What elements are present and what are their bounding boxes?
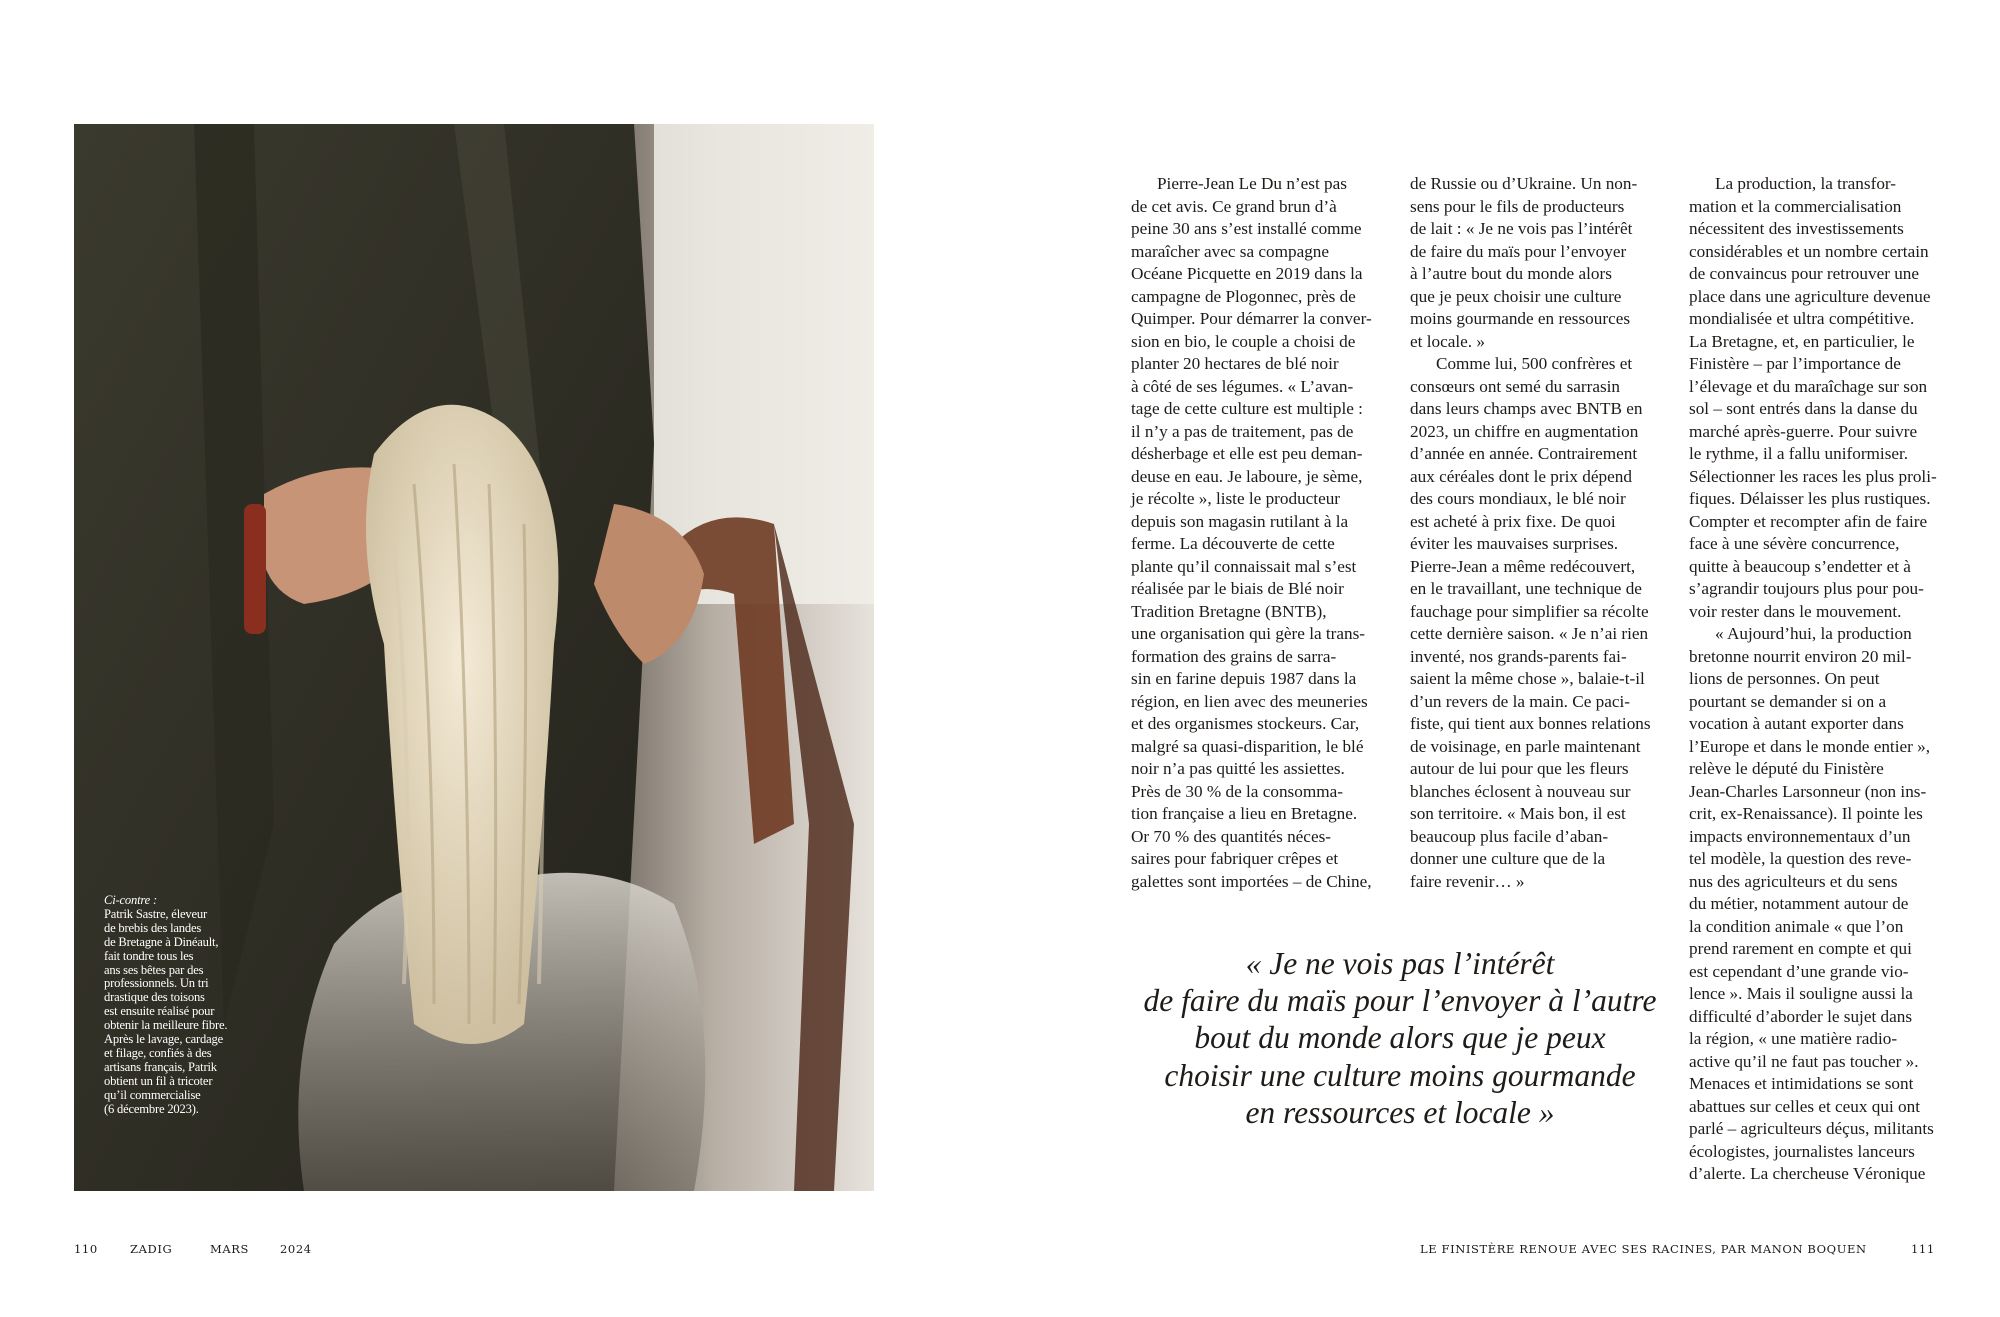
text-line: saires pour fabriquer crêpes et bbox=[1131, 849, 1339, 868]
text-line: peine 30 ans s’est installé comme bbox=[1131, 219, 1362, 238]
text-line: Or 70 % des quantités néces- bbox=[1131, 826, 1331, 846]
footer-year: 2024 bbox=[280, 1242, 312, 1256]
text-line: fiste, qui tient aux bonnes relations bbox=[1410, 714, 1651, 733]
text-line: fauchage pour simplifier sa récolte bbox=[1410, 601, 1649, 621]
text-line: écologistes, journalistes lanceurs bbox=[1689, 1141, 1915, 1161]
text-line: parlé – agriculteurs déçus, militants bbox=[1689, 1119, 1934, 1138]
footer-page-number-right: 111 bbox=[1911, 1242, 1935, 1256]
text-line: l’élevage et du maraîchage sur son bbox=[1689, 376, 1928, 396]
text-line: lence ». Mais il souligne aussi la bbox=[1689, 984, 1913, 1003]
text-line: d’alerte. La chercheuse Véronique bbox=[1689, 1164, 1926, 1183]
text-line: une organisation qui gère la trans- bbox=[1131, 624, 1366, 643]
text-line: désherbage et elle est peu deman- bbox=[1131, 444, 1363, 463]
text-line: malgré sa quasi-disparition, le blé bbox=[1131, 736, 1364, 756]
text-line: est cependant d’une grande vio- bbox=[1689, 961, 1909, 981]
caption-body bbox=[104, 908, 274, 1117]
text-line: deuse en eau. Je laboure, je sème, bbox=[1131, 466, 1363, 486]
text-line: vocation à autant exporter dans bbox=[1689, 714, 1904, 733]
text-line: est acheté à prix fixe. De quoi bbox=[1410, 511, 1616, 531]
caption-line: Patrik Sastre, éleveur bbox=[104, 906, 207, 921]
text-line: aux céréales dont le prix dépend bbox=[1410, 466, 1632, 486]
text-line: mondialisée et ultra compétitive. bbox=[1689, 309, 1915, 328]
text-line: saient la même chose », balaie-t-il bbox=[1410, 669, 1645, 688]
text-line: La Bretagne, et, en particulier, le bbox=[1689, 331, 1915, 351]
text-line: mation et la commercialisation bbox=[1689, 196, 1902, 216]
text-line: 2023, un chiffre en augmentation bbox=[1410, 421, 1639, 441]
pull-quote-line: en ressources et locale » bbox=[1245, 1094, 1555, 1130]
text-line: inventé, nos grands-parents fai- bbox=[1410, 646, 1627, 666]
text-column-1 bbox=[1131, 173, 1395, 893]
text-line: planter 20 hectares de blé noir bbox=[1131, 354, 1339, 373]
text-line: fiques. Délaisser les plus rustiques. bbox=[1689, 489, 1931, 508]
text-column-2 bbox=[1410, 173, 1674, 893]
caption-line: et filage, confiés à des bbox=[104, 1045, 212, 1060]
text-line: cette dernière saison. « Je n’ai rien bbox=[1410, 624, 1649, 643]
text-line: le rythme, il a fallu uniformiser. bbox=[1689, 444, 1909, 463]
caption-line: obtient un fil à tricoter bbox=[104, 1073, 213, 1088]
text-line: noir n’a pas quitté les assiettes. bbox=[1131, 759, 1345, 778]
text-line: moins gourmande en ressources bbox=[1410, 309, 1631, 328]
footer-month: MARS bbox=[210, 1242, 250, 1256]
footer-page-number-left: 110 bbox=[74, 1242, 98, 1256]
text-line: donner une culture que de la bbox=[1410, 849, 1606, 868]
caption-line: ans ses bêtes par des bbox=[104, 962, 204, 977]
text-line: active qu’il ne faut pas toucher ». bbox=[1689, 1051, 1919, 1071]
caption-line: de Bretagne à Dinéault, bbox=[104, 934, 219, 949]
text-line: face à une sévère concurrence, bbox=[1689, 534, 1900, 553]
pull-quote-line: bout du monde alors que je peux bbox=[1194, 1020, 1606, 1056]
text-line: éviter les mauvaises surprises. bbox=[1410, 534, 1619, 553]
text-line: place dans une agriculture devenue bbox=[1689, 286, 1931, 306]
caption-line: obtenir la meilleure fibre. bbox=[104, 1018, 228, 1033]
caption-line: professionnels. Un tri bbox=[104, 976, 209, 991]
text-line: Finistère – par l’importance de bbox=[1689, 354, 1901, 373]
text-line: son territoire. « Mais bon, il est bbox=[1410, 804, 1626, 823]
text-line: depuis son magasin rutilant à la bbox=[1131, 511, 1349, 531]
text-line: consœurs ont semé du sarrasin bbox=[1410, 376, 1621, 396]
text-line: à côté de ses légumes. « L’avan- bbox=[1131, 376, 1354, 396]
text-line: Comme lui, 500 confrères et bbox=[1436, 354, 1633, 373]
caption-lead: Ci-contre : bbox=[104, 893, 157, 907]
text-line: galettes sont importées – de Chine, bbox=[1131, 871, 1372, 891]
text-line: de voisinage, en parle maintenant bbox=[1410, 736, 1641, 756]
text-line: tel modèle, la question des reve- bbox=[1689, 849, 1912, 868]
text-line: relève le député du Finistère bbox=[1689, 759, 1884, 778]
text-line: autour de lui pour que les fleurs bbox=[1410, 759, 1629, 778]
text-line: nécessitent des investissements bbox=[1689, 219, 1904, 238]
text-line: difficulté d’aborder le sujet dans bbox=[1689, 1006, 1913, 1026]
text-line: quitte à beaucoup s’endetter et à bbox=[1689, 556, 1911, 576]
text-line: dans leurs champs avec BNTB en bbox=[1410, 399, 1643, 418]
text-line: campagne de Plogonnec, près de bbox=[1131, 286, 1356, 306]
text-line: à l’autre bout du monde alors bbox=[1410, 264, 1612, 283]
text-line: maraîcher avec sa compagne bbox=[1131, 241, 1330, 261]
caption-line: fait tondre tous les bbox=[104, 948, 194, 963]
text-line: d’un revers de la main. Ce paci- bbox=[1410, 691, 1631, 711]
text-line: la condition animale « que l’on bbox=[1689, 916, 1904, 936]
text-line: « Aujourd’hui, la production bbox=[1715, 624, 1912, 643]
text-line: en le travaillant, une technique de bbox=[1410, 579, 1642, 598]
text-line: plante qu’il connaissait mal s’est bbox=[1131, 556, 1357, 576]
text-line: et des organismes stockeurs. Car, bbox=[1131, 714, 1360, 733]
text-line: la région, « une matière radio- bbox=[1689, 1029, 1898, 1048]
text-line: faire revenir… » bbox=[1410, 871, 1525, 891]
text-line: Compter et recompter afin de faire bbox=[1689, 511, 1928, 531]
text-line: du métier, notamment autour de bbox=[1689, 894, 1909, 913]
pull-quote-line: de faire du maïs pour l’envoyer à l’autre bbox=[1143, 983, 1657, 1019]
caption-line: Après le lavage, cardage bbox=[104, 1032, 223, 1047]
text-line: Jean-Charles Larsonneur (non ins- bbox=[1689, 781, 1927, 801]
text-line: Près de 30 % de la consomma- bbox=[1131, 781, 1343, 801]
text-line: de faire du maïs pour l’envoyer bbox=[1410, 241, 1627, 261]
footer-article-title: LE FINISTÈRE RENOUE AVEC SES RACINES, PAR MANON BOQUEN bbox=[1420, 1242, 1867, 1256]
text-line: sens pour le fils de producteurs bbox=[1410, 196, 1625, 216]
text-line: région, en lien avec des meuneries bbox=[1131, 691, 1368, 711]
caption-line: de brebis des landes bbox=[104, 920, 202, 935]
caption-line: artisans français, Patrik bbox=[104, 1059, 217, 1074]
text-line: de lait : « Je ne vois pas l’intérêt bbox=[1410, 219, 1633, 238]
text-line: sin en farine depuis 1987 dans la bbox=[1131, 669, 1357, 688]
text-line: beaucoup plus facile d’aban- bbox=[1410, 826, 1609, 846]
text-line: d’année en année. Contrairement bbox=[1410, 444, 1638, 463]
text-line: des cours mondiaux, le blé noir bbox=[1410, 489, 1626, 508]
caption-line: qu’il commercialise bbox=[104, 1087, 201, 1102]
text-line: Pierre-Jean a même redécouvert, bbox=[1410, 556, 1636, 576]
text-line: Sélectionner les races les plus proli- bbox=[1689, 466, 1937, 486]
text-line: réalisée par le biais de Blé noir bbox=[1131, 579, 1344, 598]
text-line: Océane Picquette en 2019 dans la bbox=[1131, 264, 1363, 283]
caption-line: drastique des toisons bbox=[104, 990, 205, 1005]
photo-caption bbox=[104, 894, 274, 1117]
text-line: que je peux choisir une culture bbox=[1410, 286, 1622, 306]
text-line: formation des grains de sarra- bbox=[1131, 646, 1337, 666]
text-line: Tradition Bretagne (BNTB), bbox=[1131, 601, 1327, 621]
text-line: considérables et un nombre certain bbox=[1689, 241, 1929, 261]
pull-quote-line: « Je ne vois pas l’intérêt bbox=[1245, 946, 1555, 981]
pull-quote bbox=[1130, 945, 1670, 1131]
caption-line: est ensuite réalisé pour bbox=[104, 1004, 215, 1019]
text-line: La production, la transfor- bbox=[1715, 174, 1897, 193]
text-line: Pierre-Jean Le Du n’est pas bbox=[1157, 174, 1347, 193]
text-line: l’Europe et dans le monde entier », bbox=[1689, 736, 1931, 756]
text-line: je récolte », liste le producteur bbox=[1131, 489, 1341, 508]
text-line: bretonne nourrit environ 20 mil- bbox=[1689, 646, 1912, 666]
text-line: lions de personnes. On peut bbox=[1689, 669, 1880, 688]
text-line: il n’y a pas de traitement, pas de bbox=[1131, 421, 1354, 441]
text-line: de convaincus pour retrouver une bbox=[1689, 264, 1920, 283]
text-line: et locale. » bbox=[1410, 331, 1485, 351]
text-line: s’agrandir toujours plus pour pou- bbox=[1689, 579, 1924, 598]
text-line: ferme. La découverte de cette bbox=[1131, 534, 1335, 553]
text-line: Menaces et intimidations se sont bbox=[1689, 1074, 1914, 1093]
text-line: impacts environnementaux d’un bbox=[1689, 826, 1911, 846]
article-photo bbox=[74, 124, 874, 1191]
text-line: tage de cette culture est multiple : bbox=[1131, 399, 1363, 418]
text-line: abattues sur celles et ceux qui ont bbox=[1689, 1096, 1920, 1116]
text-line: de Russie ou d’Ukraine. Un non- bbox=[1410, 174, 1638, 193]
text-line: pourtant se demander si on a bbox=[1689, 691, 1887, 711]
text-line: nus des agriculteurs et du sens bbox=[1689, 871, 1898, 891]
footer-magazine-name: ZADIG bbox=[130, 1242, 173, 1256]
text-line: de cet avis. Ce grand brun d’à bbox=[1131, 196, 1337, 216]
caption-line: (6 décembre 2023). bbox=[104, 1101, 199, 1116]
text-line: prend rarement en compte et qui bbox=[1689, 939, 1912, 958]
text-line: tion française a lieu en Bretagne. bbox=[1131, 804, 1358, 823]
text-line: Quimper. Pour démarrer la conver- bbox=[1131, 309, 1372, 328]
text-line: marché après-guerre. Pour suivre bbox=[1689, 421, 1918, 441]
text-line: crit, ex-Renaissance). Il pointe les bbox=[1689, 804, 1923, 823]
text-line: voir rester dans le mouvement. bbox=[1689, 601, 1902, 621]
pull-quote-line: choisir une culture moins gourmande bbox=[1164, 1057, 1636, 1093]
text-line: sion en bio, le couple a choisi de bbox=[1131, 331, 1356, 351]
text-line: blanches éclosent à nouveau sur bbox=[1410, 781, 1631, 801]
text-line: sol – sont entrés dans la danse du bbox=[1689, 399, 1918, 418]
text-column-3 bbox=[1689, 173, 1953, 1186]
